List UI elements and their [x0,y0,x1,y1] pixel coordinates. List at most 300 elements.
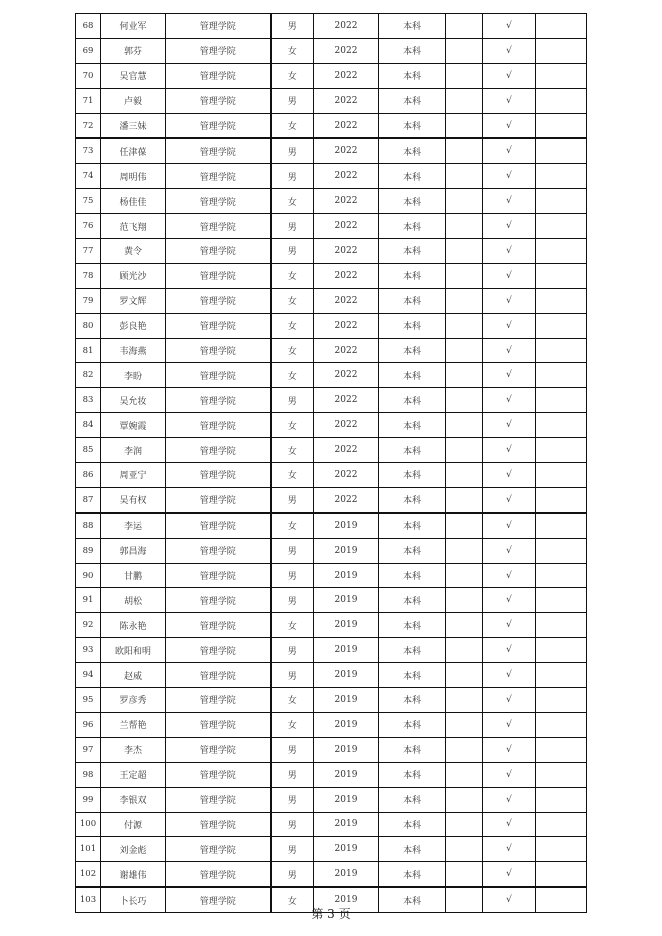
row-number-cell: 95 [76,688,101,713]
check-mark-cell: √ [483,487,536,512]
student-name-cell: 任津葆 [101,138,166,163]
remarks-cell [536,88,587,113]
education-level-cell: 本科 [379,538,446,563]
student-name-cell: 郭昌海 [101,538,166,563]
college-cell: 管理学院 [166,762,271,787]
blank-column-cell [446,862,483,887]
table-row [76,63,587,88]
row-number-cell: 90 [76,563,101,588]
education-level-cell: 本科 [379,762,446,787]
check-mark-cell: √ [483,538,536,563]
row-number-cell: 69 [76,38,101,63]
table-row [76,164,587,189]
check-mark-cell: √ [483,588,536,613]
row-number-cell: 68 [76,14,101,39]
remarks-cell [536,189,587,214]
row-number-cell: 71 [76,88,101,113]
education-level-cell: 本科 [379,113,446,138]
year-cell: 2022 [314,189,379,214]
college-cell: 管理学院 [166,513,271,538]
college-cell: 管理学院 [166,712,271,737]
year-cell: 2019 [314,887,379,912]
row-number-cell: 79 [76,288,101,313]
gender-cell: 男 [271,812,314,837]
year-cell: 2022 [314,413,379,438]
remarks-cell [536,487,587,512]
year-cell: 2019 [314,663,379,688]
check-mark-cell: √ [483,113,536,138]
year-cell: 2019 [314,712,379,737]
check-mark-cell: √ [483,438,536,463]
year-cell: 2022 [314,463,379,488]
college-cell: 管理学院 [166,338,271,363]
table-row [76,588,587,613]
education-level-cell: 本科 [379,712,446,737]
college-cell: 管理学院 [166,63,271,88]
student-name-cell: 谢雄伟 [101,862,166,887]
college-cell: 管理学院 [166,88,271,113]
remarks-cell [536,638,587,663]
check-mark-cell: √ [483,563,536,588]
year-cell: 2019 [314,862,379,887]
college-cell: 管理学院 [166,737,271,762]
check-mark-cell: √ [483,513,536,538]
year-cell: 2022 [314,288,379,313]
college-cell: 管理学院 [166,288,271,313]
college-cell: 管理学院 [166,862,271,887]
year-cell: 2019 [314,638,379,663]
year-cell: 2019 [314,762,379,787]
education-level-cell: 本科 [379,487,446,512]
education-level-cell: 本科 [379,239,446,264]
college-cell: 管理学院 [166,363,271,388]
gender-cell: 男 [271,837,314,862]
table-row [76,38,587,63]
row-number-cell: 83 [76,388,101,413]
blank-column-cell [446,113,483,138]
gender-cell: 男 [271,214,314,239]
row-number-cell: 76 [76,214,101,239]
student-name-cell: 黄令 [101,239,166,264]
remarks-cell [536,288,587,313]
table-row [76,613,587,638]
student-name-cell: 欧阳和明 [101,638,166,663]
remarks-cell [536,712,587,737]
student-name-cell: 吴有权 [101,487,166,512]
blank-column-cell [446,388,483,413]
college-cell: 管理学院 [166,812,271,837]
table-row [76,762,587,787]
remarks-cell [536,338,587,363]
education-level-cell: 本科 [379,438,446,463]
gender-cell: 女 [271,413,314,438]
check-mark-cell: √ [483,762,536,787]
gender-cell: 男 [271,14,314,39]
row-number-cell: 100 [76,812,101,837]
check-mark-cell: √ [483,313,536,338]
student-name-cell: 彭良艳 [101,313,166,338]
gender-cell: 女 [271,288,314,313]
check-mark-cell: √ [483,837,536,862]
blank-column-cell [446,563,483,588]
education-level-cell: 本科 [379,288,446,313]
table-row [76,563,587,588]
table-row [76,787,587,812]
check-mark-cell: √ [483,363,536,388]
student-name-cell: 赵威 [101,663,166,688]
remarks-cell [536,862,587,887]
education-level-cell: 本科 [379,14,446,39]
college-cell: 管理学院 [166,588,271,613]
remarks-cell [536,613,587,638]
table-row [76,288,587,313]
student-name-cell: 李润 [101,438,166,463]
year-cell: 2022 [314,14,379,39]
remarks-cell [536,588,587,613]
check-mark-cell: √ [483,263,536,288]
table-row [76,239,587,264]
blank-column-cell [446,239,483,264]
gender-cell: 女 [271,338,314,363]
education-level-cell: 本科 [379,688,446,713]
row-number-cell: 97 [76,737,101,762]
college-cell: 管理学院 [166,38,271,63]
remarks-cell [536,737,587,762]
table-row [76,189,587,214]
blank-column-cell [446,438,483,463]
year-cell: 2022 [314,487,379,512]
remarks-cell [536,164,587,189]
student-name-cell: 郭芬 [101,38,166,63]
table-row [76,487,587,512]
blank-column-cell [446,837,483,862]
blank-column-cell [446,263,483,288]
row-number-cell: 101 [76,837,101,862]
year-cell: 2019 [314,613,379,638]
year-cell: 2019 [314,588,379,613]
student-name-cell: 卜长巧 [101,887,166,912]
row-number-cell: 86 [76,463,101,488]
gender-cell: 男 [271,164,314,189]
check-mark-cell: √ [483,638,536,663]
row-number-cell: 82 [76,363,101,388]
check-mark-cell: √ [483,38,536,63]
check-mark-cell: √ [483,14,536,39]
education-level-cell: 本科 [379,214,446,239]
row-number-cell: 98 [76,762,101,787]
college-cell: 管理学院 [166,263,271,288]
table-row [76,688,587,713]
student-name-cell: 顾光沙 [101,263,166,288]
student-name-cell: 潘三妹 [101,113,166,138]
blank-column-cell [446,88,483,113]
college-cell: 管理学院 [166,688,271,713]
table-row [76,113,587,138]
blank-column-cell [446,214,483,239]
student-name-cell: 王定超 [101,762,166,787]
gender-cell: 女 [271,363,314,388]
student-name-cell: 付源 [101,812,166,837]
row-number-cell: 102 [76,862,101,887]
student-name-cell: 杨佳佳 [101,189,166,214]
college-cell: 管理学院 [166,563,271,588]
student-table [75,13,587,913]
gender-cell: 女 [271,887,314,912]
college-cell: 管理学院 [166,438,271,463]
check-mark-cell: √ [483,663,536,688]
remarks-cell [536,263,587,288]
row-number-cell: 74 [76,164,101,189]
student-name-cell: 李银双 [101,787,166,812]
college-cell: 管理学院 [166,214,271,239]
table-row [76,638,587,663]
college-cell: 管理学院 [166,239,271,264]
check-mark-cell: √ [483,138,536,163]
student-name-cell: 罗文辉 [101,288,166,313]
check-mark-cell: √ [483,887,536,912]
education-level-cell: 本科 [379,638,446,663]
year-cell: 2022 [314,239,379,264]
gender-cell: 男 [271,862,314,887]
blank-column-cell [446,787,483,812]
row-number-cell: 99 [76,787,101,812]
gender-cell: 女 [271,189,314,214]
remarks-cell [536,138,587,163]
row-number-cell: 80 [76,313,101,338]
check-mark-cell: √ [483,787,536,812]
gender-cell: 女 [271,313,314,338]
student-name-cell: 何业军 [101,14,166,39]
blank-column-cell [446,712,483,737]
remarks-cell [536,313,587,338]
blank-column-cell [446,363,483,388]
education-level-cell: 本科 [379,413,446,438]
row-number-cell: 73 [76,138,101,163]
education-level-cell: 本科 [379,263,446,288]
remarks-cell [536,663,587,688]
gender-cell: 男 [271,138,314,163]
college-cell: 管理学院 [166,189,271,214]
gender-cell: 男 [271,588,314,613]
student-name-cell: 吴官慧 [101,63,166,88]
row-number-cell: 70 [76,63,101,88]
check-mark-cell: √ [483,63,536,88]
check-mark-cell: √ [483,712,536,737]
college-cell: 管理学院 [166,787,271,812]
remarks-cell [536,214,587,239]
gender-cell: 女 [271,688,314,713]
blank-column-cell [446,413,483,438]
college-cell: 管理学院 [166,14,271,39]
education-level-cell: 本科 [379,887,446,912]
student-name-cell: 李运 [101,513,166,538]
college-cell: 管理学院 [166,388,271,413]
table-row [76,138,587,163]
remarks-cell [536,538,587,563]
student-name-cell: 李盼 [101,363,166,388]
check-mark-cell: √ [483,214,536,239]
education-level-cell: 本科 [379,164,446,189]
education-level-cell: 本科 [379,88,446,113]
gender-cell: 女 [271,113,314,138]
table-row [76,737,587,762]
college-cell: 管理学院 [166,663,271,688]
check-mark-cell: √ [483,413,536,438]
college-cell: 管理学院 [166,138,271,163]
row-number-cell: 75 [76,189,101,214]
college-cell: 管理学院 [166,313,271,338]
education-level-cell: 本科 [379,787,446,812]
year-cell: 2022 [314,63,379,88]
year-cell: 2019 [314,787,379,812]
year-cell: 2022 [314,214,379,239]
education-level-cell: 本科 [379,588,446,613]
table-row [76,14,587,39]
blank-column-cell [446,164,483,189]
remarks-cell [536,812,587,837]
gender-cell: 男 [271,737,314,762]
blank-column-cell [446,138,483,163]
remarks-cell [536,513,587,538]
table-row [76,313,587,338]
remarks-cell [536,762,587,787]
gender-cell: 男 [271,563,314,588]
row-number-cell: 92 [76,613,101,638]
college-cell: 管理学院 [166,638,271,663]
blank-column-cell [446,638,483,663]
education-level-cell: 本科 [379,513,446,538]
gender-cell: 女 [271,263,314,288]
student-name-cell: 兰帮艳 [101,712,166,737]
remarks-cell [536,14,587,39]
education-level-cell: 本科 [379,563,446,588]
check-mark-cell: √ [483,463,536,488]
gender-cell: 男 [271,388,314,413]
gender-cell: 男 [271,638,314,663]
education-level-cell: 本科 [379,313,446,338]
year-cell: 2022 [314,113,379,138]
education-level-cell: 本科 [379,737,446,762]
year-cell: 2022 [314,38,379,63]
year-cell: 2022 [314,88,379,113]
blank-column-cell [446,688,483,713]
row-number-cell: 89 [76,538,101,563]
check-mark-cell: √ [483,862,536,887]
college-cell: 管理学院 [166,413,271,438]
year-cell: 2022 [314,388,379,413]
education-level-cell: 本科 [379,663,446,688]
year-cell: 2022 [314,263,379,288]
gender-cell: 男 [271,88,314,113]
blank-column-cell [446,338,483,363]
year-cell: 2022 [314,164,379,189]
table-row [76,712,587,737]
blank-column-cell [446,737,483,762]
year-cell: 2019 [314,837,379,862]
check-mark-cell: √ [483,737,536,762]
student-name-cell: 李杰 [101,737,166,762]
blank-column-cell [446,613,483,638]
student-name-cell: 陈永艳 [101,613,166,638]
table-row [76,338,587,363]
blank-column-cell [446,189,483,214]
year-cell: 2019 [314,538,379,563]
check-mark-cell: √ [483,88,536,113]
blank-column-cell [446,38,483,63]
remarks-cell [536,438,587,463]
remarks-cell [536,239,587,264]
table-row [76,88,587,113]
remarks-cell [536,463,587,488]
table-row [76,363,587,388]
student-name-cell: 韦海燕 [101,338,166,363]
student-name-cell: 刘金彪 [101,837,166,862]
education-level-cell: 本科 [379,812,446,837]
table-row [76,263,587,288]
table-row [76,214,587,239]
table-row [76,837,587,862]
college-cell: 管理学院 [166,538,271,563]
student-name-cell: 范飞翔 [101,214,166,239]
gender-cell: 男 [271,663,314,688]
row-number-cell: 81 [76,338,101,363]
table-row [76,413,587,438]
gender-cell: 女 [271,38,314,63]
blank-column-cell [446,762,483,787]
remarks-cell [536,63,587,88]
student-name-cell: 覃婉霞 [101,413,166,438]
row-number-cell: 84 [76,413,101,438]
gender-cell: 女 [271,613,314,638]
year-cell: 2019 [314,812,379,837]
row-number-cell: 87 [76,487,101,512]
remarks-cell [536,688,587,713]
check-mark-cell: √ [483,338,536,363]
gender-cell: 男 [271,239,314,264]
year-cell: 2019 [314,513,379,538]
gender-cell: 女 [271,438,314,463]
student-name-cell: 周明伟 [101,164,166,189]
table-row [76,463,587,488]
student-name-cell: 罗彦秀 [101,688,166,713]
gender-cell: 女 [271,712,314,737]
check-mark-cell: √ [483,613,536,638]
blank-column-cell [446,538,483,563]
row-number-cell: 78 [76,263,101,288]
education-level-cell: 本科 [379,338,446,363]
table-row [76,438,587,463]
remarks-cell [536,787,587,812]
remarks-cell [536,563,587,588]
blank-column-cell [446,63,483,88]
education-level-cell: 本科 [379,388,446,413]
check-mark-cell: √ [483,164,536,189]
college-cell: 管理学院 [166,463,271,488]
college-cell: 管理学院 [166,613,271,638]
row-number-cell: 103 [76,887,101,912]
gender-cell: 男 [271,487,314,512]
student-name-cell: 卢毅 [101,88,166,113]
remarks-cell [536,38,587,63]
remarks-cell [536,413,587,438]
page-number: 第 3 页 [311,907,351,921]
blank-column-cell [446,487,483,512]
check-mark-cell: √ [483,239,536,264]
gender-cell: 女 [271,63,314,88]
year-cell: 2019 [314,737,379,762]
row-number-cell: 93 [76,638,101,663]
year-cell: 2022 [314,438,379,463]
